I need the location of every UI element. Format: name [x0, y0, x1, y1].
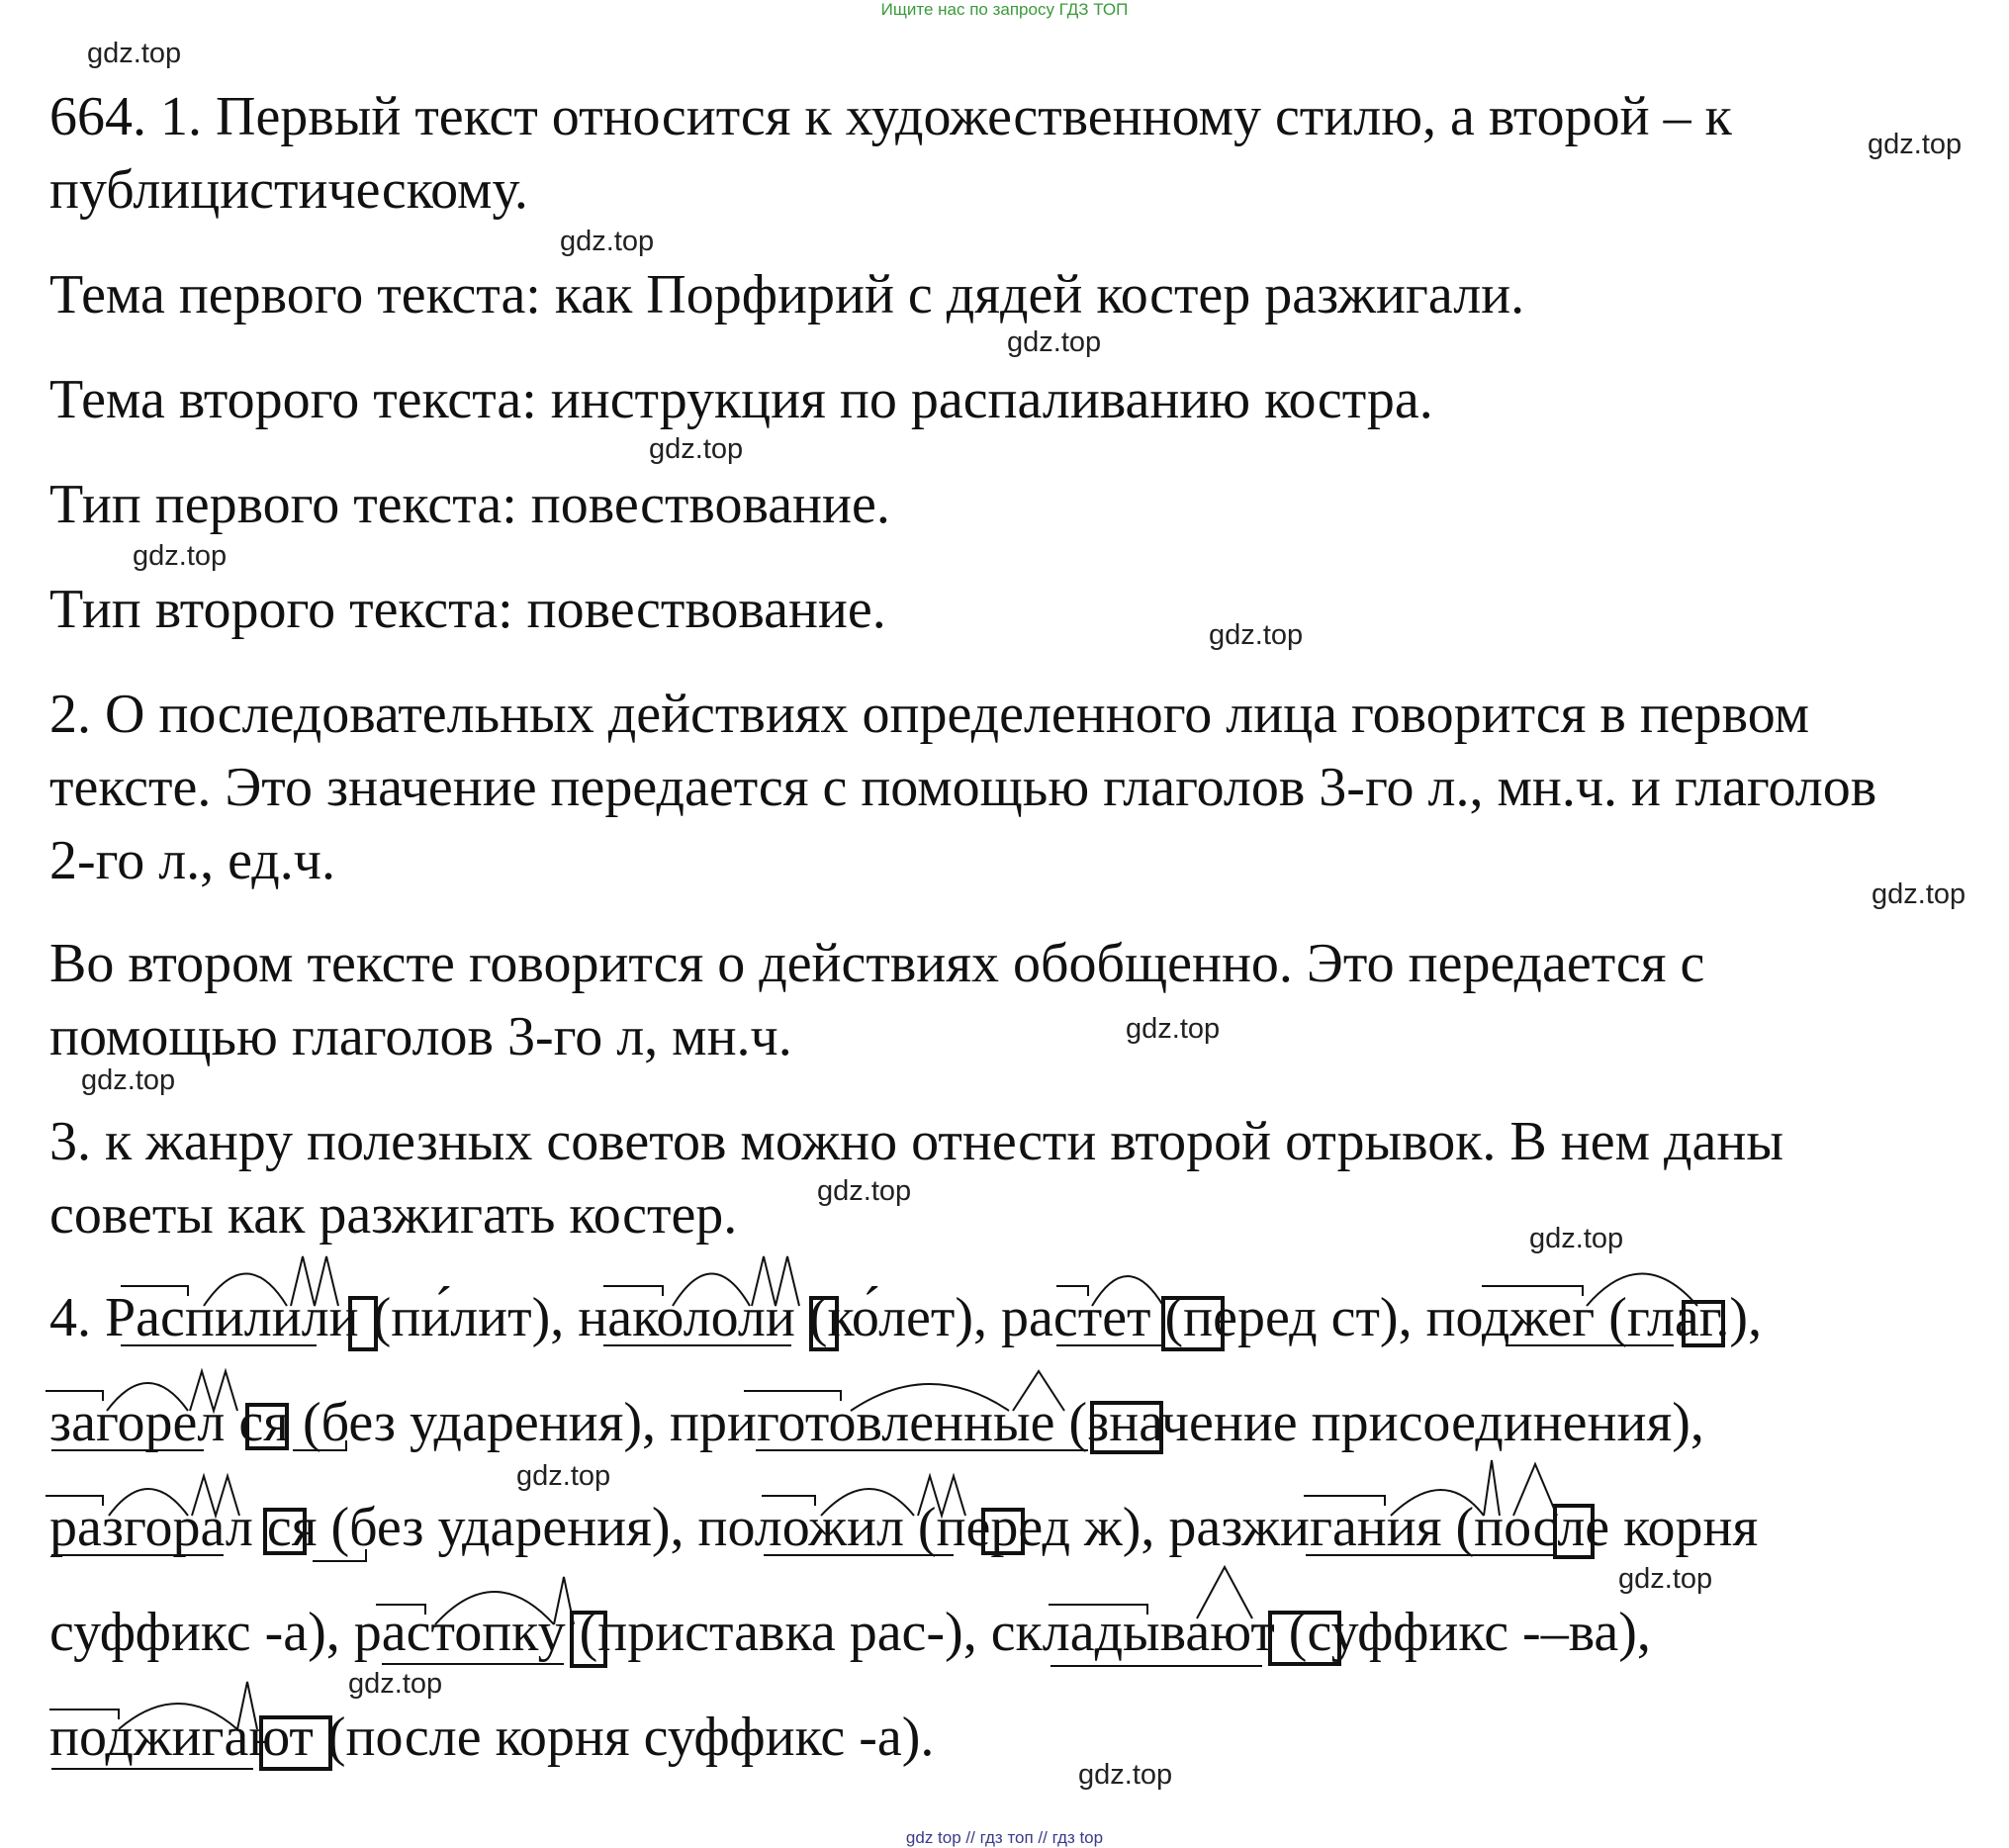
watermark: gdz.top [1078, 1759, 1173, 1791]
watermark: gdz.top [348, 1668, 443, 1700]
answer-line: Тип первого текста: повествование. [49, 474, 890, 535]
watermark: gdz.top [817, 1175, 912, 1207]
root-arc [119, 1704, 237, 1729]
answer-line: публицистическому. [49, 159, 528, 221]
ending-box [261, 1717, 330, 1769]
prefix-mark [762, 1496, 815, 1506]
prefix-mark [46, 1391, 103, 1401]
ending-box [1555, 1506, 1593, 1557]
prefix-mark [744, 1391, 841, 1401]
search-hint-banner: Ищите нас по запросу ГДЗ ТОП [880, 0, 1129, 19]
answer-line: 3. к жанру полезных советов можно отнести второй отрывок. В нем даны [49, 1111, 1783, 1172]
suffix-mark [1484, 1460, 1500, 1516]
suffix-mark [752, 1256, 799, 1306]
watermark: gdz.top [1007, 326, 1102, 358]
prefix-mark [49, 1709, 119, 1719]
answer-line: Тип второго текста: повествование. [49, 579, 886, 640]
answer-line: разгорал ся (без ударения), положил (перед ж), разжигания (после корня [49, 1497, 1759, 1558]
ending-box [983, 1510, 1023, 1553]
footer-links: gdz top // гдз топ // гдз top [905, 1828, 1104, 1847]
prefix-mark [121, 1286, 188, 1296]
answer-line: тексте. Это значение передается с помощью глаголов 3-го л., мн.ч. и глаголов [49, 757, 1877, 818]
watermark: gdz.top [81, 1064, 176, 1096]
suffix-mark [192, 1476, 239, 1516]
postfix-mark [293, 1440, 346, 1450]
watermark: gdz.top [1209, 619, 1304, 651]
watermark: gdz.top [1529, 1223, 1624, 1254]
suffix-mark [1197, 1567, 1252, 1618]
root-arc [107, 1383, 188, 1411]
answer-line: помощью глаголов 3-го л, мн.ч. [49, 1006, 792, 1067]
watermark: gdz.top [1868, 129, 1963, 160]
watermark: gdz.top [649, 433, 744, 465]
answer-line: суффикс -а), растопку (приставка рас-), складывают (суффикс -–ва), [49, 1602, 1651, 1663]
watermark: gdz.top [1618, 1563, 1713, 1595]
prefix-mark [603, 1286, 663, 1296]
ending-box [1163, 1298, 1223, 1349]
prefix-mark [376, 1605, 425, 1615]
answer-line: 2. О последовательных действиях определенного лица говорится в первом [49, 684, 1810, 745]
ending-box [1684, 1302, 1723, 1345]
root-arc [109, 1489, 188, 1516]
postfix-mark [313, 1549, 366, 1561]
answer-line: Тема первого текста: как Порфирий с дядей костер разжигали. [49, 264, 1525, 325]
answer-line: 4. Распилили (пи́лит), накололи (ко́лет), растет (перед ст), поджег (глаг.), [49, 1287, 1763, 1348]
suffix-mark [918, 1476, 965, 1516]
suffix-mark [237, 1682, 257, 1729]
prefix-mark [1056, 1286, 1088, 1296]
root-arc [435, 1592, 554, 1624]
ending-box [350, 1298, 376, 1349]
answer-line: 664. 1. Первый текст относится к художественному стилю, а второй – к [49, 86, 1732, 147]
suffix-mark [1013, 1371, 1064, 1411]
watermark: gdz.top [87, 38, 182, 69]
answer-line: поджигают (после корня суффикс -а). [49, 1707, 935, 1768]
suffix-mark [190, 1371, 237, 1411]
root-arc [821, 1489, 914, 1516]
root-arc [1092, 1276, 1163, 1306]
answer-line: Тема второго текста: инструкция по распаливанию костра. [49, 369, 1433, 430]
root-arc [1391, 1490, 1484, 1516]
root-arc [1587, 1274, 1697, 1307]
answer-line: загорел ся (без ударения), приготовленные (значение присоединения), [49, 1392, 1704, 1453]
root-arc [673, 1274, 750, 1307]
root-arc [204, 1274, 287, 1307]
suffix-mark [291, 1256, 338, 1306]
answer-line: советы как разжигать костер. [49, 1184, 738, 1246]
ending-box [247, 1405, 287, 1448]
prefix-mark [1482, 1286, 1583, 1296]
root-arc [851, 1384, 1009, 1411]
prefix-mark [46, 1496, 103, 1506]
prefix-mark [1304, 1496, 1385, 1506]
ending-box [1092, 1403, 1161, 1452]
answer-line: 2-го л., ед.ч. [49, 830, 335, 891]
watermark: gdz.top [1126, 1013, 1221, 1045]
suffix-mark [1513, 1464, 1557, 1516]
ending-box [265, 1510, 305, 1553]
ending-box [572, 1613, 605, 1666]
ending-box [811, 1298, 837, 1349]
watermark: gdz.top [560, 226, 655, 257]
ending-box [1270, 1613, 1339, 1664]
watermark: gdz.top [516, 1460, 611, 1492]
watermark: gdz.top [1872, 878, 1966, 910]
answer-line: Во втором тексте говорится о действиях обобщенно. Это передается с [49, 933, 1705, 994]
watermark: gdz.top [133, 540, 228, 572]
prefix-mark [1049, 1605, 1147, 1615]
